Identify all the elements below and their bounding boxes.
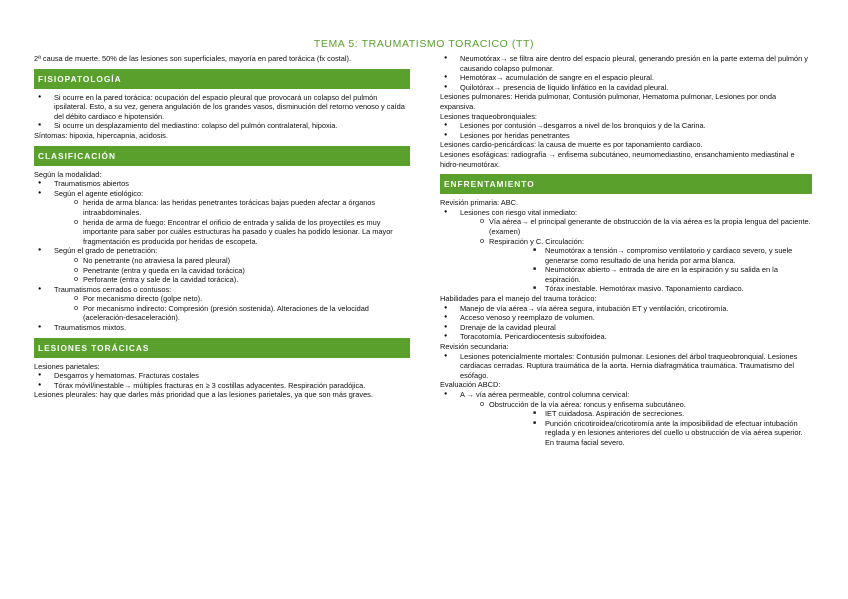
sub-list-item: o Vía aérea→ el principal generante de obstrucción de la vía aérea es la propia lengua del paciente. (examen) [460, 217, 812, 236]
section-header-lesiones: LESIONES TORÁCICAS [34, 338, 410, 358]
sub-list-item [460, 237, 812, 295]
clasif-list [34, 179, 410, 333]
sub-sub-list-item: ■ Neumotórax abierto→ entrada de aire en la espiración y su salida en la espiración. [489, 265, 812, 284]
sub-sub-list [489, 246, 812, 294]
section-header-fisiopatologia: FISIOPATOLOGÍA [34, 69, 410, 89]
secundaria-list [440, 352, 812, 381]
right-column [440, 54, 812, 448]
sub-list-item: o No penetrante (no atraviesa la pared pleural) [54, 256, 410, 266]
list-item [34, 285, 410, 323]
intro-text: 2ª causa de muerte. 50% de las lesiones son superficiales, mayoría en pared torácica (fx costal). [34, 54, 351, 63]
sub-sub-list-item: ■ Tórax inestable. Hemotórax masivo. Taponamiento cardiaco. [489, 284, 812, 294]
list-item-label: Traumatismos cerrados o contusos: [54, 284, 172, 294]
sub-sub-list-item: ■ IET cuidadosa. Aspiración de secreciones. [489, 409, 812, 419]
parietales-list [34, 371, 410, 390]
abcd-list [440, 390, 812, 448]
sintomas-text: Síntomas: hipoxia, hipercapnia, acidosis. [34, 130, 168, 140]
abcd-label: Evaluación ABCD: [440, 380, 501, 390]
sub-list-item: o Por mecanismo indirecto: Compresión (presión sostenida). Alteraciones de la velocidad (aceleración-desaceleración). [54, 304, 410, 323]
list-item [34, 189, 410, 247]
sub-sub-list [489, 409, 812, 447]
fisio-list [34, 93, 410, 131]
pulmonares-text: Lesiones pulmonares: Herida pulmonar, Contusión pulmonar, Hematoma pulmonar, Lesiones por onda expansiva. [440, 92, 777, 111]
list-item: ● Lesiones potencialmente mortales: Contusión pulmonar. Lesiones del árbol traqueobronquial. Lesiones cardiacas cerradas. Ruptura traumática de la aorta. Hernia diafragmática traumática. Traumatismo del esófago. [440, 352, 812, 381]
pleurales-text: Lesiones pleurales: hay que darles más prioridad que a las lesiones parietales, ya que son más graves. [34, 390, 373, 400]
habilidades-list [440, 304, 812, 342]
list-item [34, 246, 410, 284]
list-item: ● Quilotórax→ presencia de líquido linfático en la cavidad pleural. [440, 83, 812, 93]
sub-list-item: o Penetrante (entra y queda en la cavidad torácica) [54, 266, 410, 276]
list-item: ● Lesiones por contusión→desgarros a nivel de los bronquios y de la Carina. [440, 121, 812, 131]
sub-list [54, 256, 410, 285]
sub-list [54, 294, 410, 323]
list-item: ● Lesiones por heridas penetrantes [440, 131, 812, 141]
list-item: ● Toracotomía. Pericardiocentesis subxifoidea. [440, 332, 812, 342]
list-item: ● Traumatismos mixtos. [34, 323, 410, 333]
sub-list-item-label: Obstrucción de la vía aérea: roncus y enfisema subcutáneo. [489, 399, 686, 409]
list-item [440, 208, 812, 294]
section-header-clasificacion: CLASIFICACIÓN [34, 146, 410, 166]
sub-list-item: o Por mecanismo directo (golpe neto). [54, 294, 410, 304]
list-item: ● Tórax móvil/inestable→ múltiples fracturas en ≥ 3 costillas adyacentes. Respiración paradójica. [34, 381, 410, 391]
esofagicas-text: Lesiones esofágicas: radiografía → enfisema subcutáneo, neumomediastino, ensanchamiento mediastinal e hidro-neumotórax. [440, 149, 795, 169]
list-item [440, 390, 812, 448]
list-item-label: A → vía aérea permeable, control columna cervical: [460, 390, 630, 399]
traqueo-label: Lesiones traqueobronquiales: [440, 111, 537, 121]
sub-list-item: o herida de arma de fuego: Encontrar el orificio de entrada y salida de los proyectiles es muy importante para saber por cuáles estructuras ha pasado y cuales ha podido lesionar. La mayor fragmentación es producida por heridas de escopeta. [54, 218, 410, 247]
sub-list [54, 198, 410, 246]
list-item: ● Neumotórax→ se filtra aire dentro del espacio pleural, generando presión en la parte externa del pulmón y causando colapso pulmonar. [440, 54, 812, 73]
riesgo-list [440, 208, 812, 294]
left-column [34, 54, 410, 400]
cardio-text: Lesiones cardio-pericárdicas: la causa de muerte es por taponamiento cardiaco. [440, 140, 703, 150]
sub-list [460, 400, 812, 448]
list-item: ● Traumatismos abiertos [34, 179, 410, 189]
list-item-label: Lesiones con riesgo vital inmediato: [460, 207, 578, 217]
list-item: ● Hemotórax→ acumulación de sangre en el espacio pleural. [440, 73, 812, 83]
list-item: ● Desgarros y hematomas. Fracturas costales [34, 371, 410, 381]
traqueo-list [440, 121, 812, 140]
parietales-label: Lesiones parietales: [34, 361, 100, 371]
sub-list-item: o herida de arma blanca: las heridas penetrantes torácicas bajas pueden afectar a órganos intraabdominales. [54, 198, 410, 217]
sub-list [460, 217, 812, 294]
list-item: ● Drenaje de la cavidad pleural [440, 323, 812, 333]
sub-sub-list-item: ■ Neumotórax a tensión→ compromiso ventilatorio y cardiaco severo, y suele generarse como resultado de una herida por arma blanca. [489, 246, 812, 265]
list-item: ● Manejo de vía aérea→ vía aérea segura, intubación ET y ventilación, cricotiromía. [440, 304, 812, 314]
habilidades-label: Habilidades para el manejo del trauma torácico: [440, 294, 597, 304]
pleural-list [440, 54, 812, 92]
sub-sub-list-item: ■ Punción cricotiroidea/cricotiromía ante la imposibilidad de efectuar intubación reglada y en lesiones anteriores del cuello u obstrucción de vía aérea superior. En trauma facial severo. [489, 419, 812, 448]
list-item: ● Si ocurre en la pared torácica: ocupación del espacio pleural que provocará un colapso del pulmón ipsilateral. Esto, a su vez, genera angulación de los grandes vasos, disminución del retorno venoso y caída del débito cardiaco e hipotensión. [34, 93, 410, 122]
sub-list-item [460, 400, 812, 448]
clasif-intro: Según la modalidad: [34, 169, 102, 179]
page-title: TEMA 5: TRAUMATISMO TORACICO (TT) [313, 38, 535, 50]
list-item: ● Acceso venoso y reemplazo de volumen. [440, 313, 812, 323]
list-item: ● Si ocurre un desplazamiento del mediastino: colapso del pulmón contralateral, hipoxia. [34, 121, 410, 131]
sub-list-item-label: Respiración y C. Circulación: [489, 236, 584, 246]
revision-primaria-label: Revisión primaria: ABC. [440, 198, 519, 208]
list-item-label: Según el grado de penetración: [54, 246, 158, 256]
sub-list-item: o Perforante (entra y sale de la cavidad torácica). [54, 275, 410, 285]
revision-secundaria-label: Revisión secundaria: [440, 342, 509, 352]
list-item-label: Según el agente etiológico: [54, 188, 144, 198]
section-header-enfrentamiento: ENFRENTAMIENTO [440, 174, 812, 194]
